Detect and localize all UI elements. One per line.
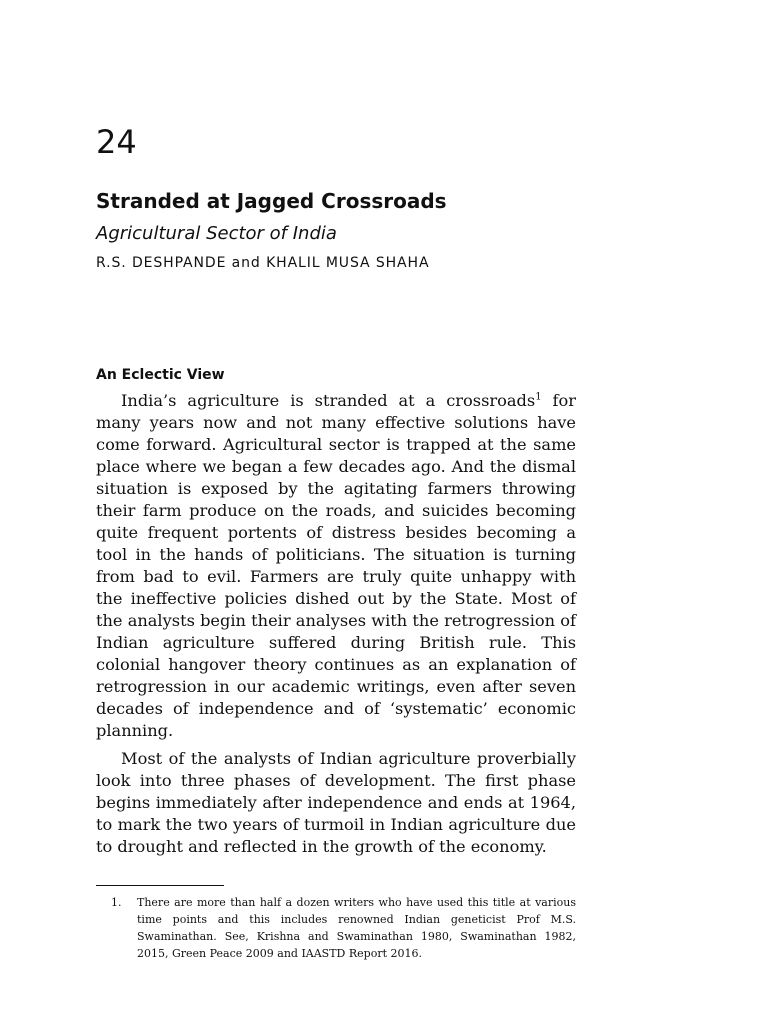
- chapter-authors: R.S. DESHPANDE and KHALIL MUSA SHAHA: [96, 255, 430, 271]
- footnote-text: There are more than half a dozen writers who have used this title at various time points and this includes renowned Indian geneticist Prof M.S. Swaminathan. See, Krishna and Swaminathan 1980, Swaminathan 1982, 2015, Green Peace 2009 and IAASTD Report 2016.: [137, 896, 576, 960]
- footnote: [96, 894, 576, 962]
- paragraph-1-text-start: India’s agriculture is stranded at a crossroads: [121, 391, 536, 410]
- paragraph-2: Most of the analysts of Indian agriculture proverbially look into three phases of development. The first phase begins immediately after independence and ends at 1964, to mark the two years of turmoil in Indian agriculture due to drought and reflected in the growth of the economy.: [96, 749, 576, 856]
- chapter-title: Stranded at Jagged Crossroads: [96, 189, 447, 213]
- paragraph-1-text-end: for many years now and not many effective solutions have come forward. Agricultural sector is trapped at the same place where we began a few decades ago. And the dismal situation is exposed by the agitating farmers throwing their farm produce on the roads, and suicides becoming quite frequent portents of distress besides becoming a tool in the hands of politicians. The situation is turning from bad to evil. Farmers are truly quite unhappy with the ineffective policies dished out by the State. Most of the analysts begin their analyses with the retrogression of Indian agriculture suffered during British rule. This colonial hangover theory continues as an explanation of retrogression in our academic writings, even after seven decades of independence and of ‘systematic’ economic planning.: [96, 391, 577, 740]
- paragraph-1: [96, 390, 576, 742]
- footnote-number: 1.: [111, 896, 122, 909]
- chapter-subtitle: Agricultural Sector of India: [96, 223, 337, 244]
- section-heading: An Eclectic View: [96, 367, 225, 383]
- footnote-divider: [96, 885, 224, 886]
- footnote-reference[interactable]: 1: [535, 391, 542, 403]
- chapter-number: 24: [96, 123, 137, 161]
- body-text: [96, 390, 576, 864]
